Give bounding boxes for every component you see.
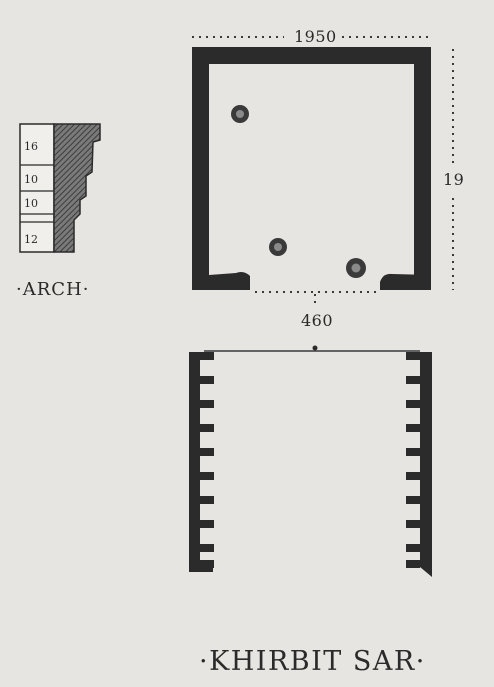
column-base — [346, 258, 366, 278]
room-width-label: 1950 — [294, 27, 337, 46]
right-wall-piers — [406, 352, 420, 568]
dimension-lines — [192, 37, 453, 306]
arch-course-16: 16 — [24, 140, 38, 153]
lower-hall-right-wall — [420, 352, 432, 577]
arch-course-10b: 10 — [24, 197, 38, 210]
opening-width-label: 460 — [301, 311, 334, 330]
upper-room-plan — [192, 47, 431, 290]
lower-hall-left-wall — [189, 352, 200, 572]
arch-moulding-section — [54, 124, 100, 252]
upper-room-top-wall — [192, 47, 431, 64]
arch-label: ·ARCH· — [16, 279, 90, 300]
drawing-title: ·KHIRBIT SAR· — [199, 646, 426, 677]
column-base — [231, 105, 249, 123]
lower-hall-plan — [189, 346, 432, 578]
center-marker — [313, 346, 318, 351]
upper-room-right-wall — [414, 47, 431, 290]
upper-room-bottom-right-wall — [380, 274, 431, 290]
upper-room-left-wall — [192, 47, 209, 290]
room-depth-label: 19 — [443, 170, 465, 189]
arch-course-10: 10 — [24, 173, 38, 186]
left-wall-piers — [200, 352, 214, 568]
column-base — [269, 238, 287, 256]
arch-course-12: 12 — [24, 233, 38, 246]
